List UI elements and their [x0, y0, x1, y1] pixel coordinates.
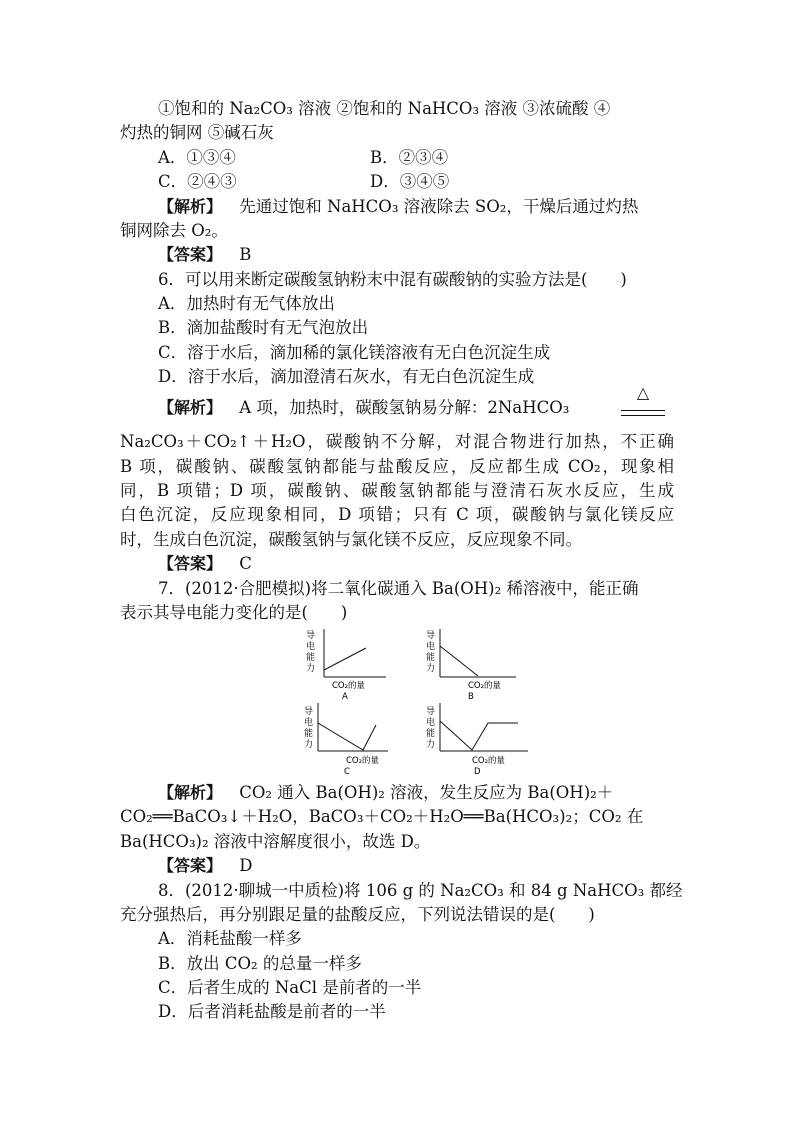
- q8-choice-d: D．后者消耗盐酸是前者的一半: [158, 1002, 386, 1021]
- q8-choice-a: A．消耗盐酸一样多: [158, 929, 302, 948]
- graph-caption: D: [474, 767, 481, 777]
- q7-stem-line1: 7．(2012·合肥模拟)将二氧化碳通入 Ba(OH)₂ 稀溶液中，能正确: [158, 579, 639, 598]
- q7-analysis-line2: CO₂══BaCO₃↓＋H₂O，BaCO₃＋CO₂＋H₂O══Ba(HCO₃)₂；CO₂ 在: [120, 807, 644, 826]
- analysis-label: 【解析】: [158, 197, 223, 216]
- equal-line-top: [621, 410, 665, 411]
- q5-analysis: [158, 196, 638, 218]
- graph-ylabel: 电: [426, 642, 436, 652]
- answer-label: 【答案】: [158, 245, 223, 264]
- graph-curve: [440, 646, 478, 676]
- q7-analysis: [158, 782, 613, 804]
- answer-value: C: [239, 554, 252, 573]
- heat-symbol: △: [636, 383, 650, 402]
- q6-choice-c: C．溶于水后，滴加稀的氯化镁溶液有无白色沉淀生成: [158, 343, 551, 362]
- q6-analysis-line: B 项，碳酸钠、碳酸氢钠都能与盐酸反应，反应都生成 CO₂，现象相: [120, 457, 674, 476]
- graph-ylabel: 力: [306, 664, 316, 674]
- q7-answer: [158, 855, 253, 877]
- graph-curve: [440, 721, 518, 750]
- q5-choice-b: B．②③④: [370, 148, 449, 167]
- graph-ylabel: 电: [304, 718, 314, 728]
- q5-answer: [158, 244, 251, 266]
- graph-b: [420, 627, 530, 701]
- q5-options-line2: 灼热的铜网 ⑤碱石灰: [120, 123, 274, 142]
- graph-curve: [318, 723, 376, 750]
- graph-ylabel: 电: [306, 642, 316, 652]
- graph-ylabel: 导: [426, 631, 436, 641]
- q8-choice-c: C．后者生成的 NaCl 是前者的一半: [158, 978, 422, 997]
- graph-xlabel: CO₂的量: [468, 681, 502, 691]
- graph-ylabel: 能: [426, 653, 436, 663]
- q6-choice-b: B．滴加盐酸时有无气泡放出: [158, 318, 369, 337]
- q5-analysis-line2: 铜网除去 O₂。: [120, 221, 228, 240]
- graph-a: [298, 627, 408, 701]
- answer-label: 【答案】: [158, 554, 223, 573]
- graph-d: [420, 701, 532, 777]
- graph-curve: [324, 648, 366, 670]
- graph-ylabel: 能: [306, 653, 316, 663]
- graph-ylabel: 导: [426, 707, 436, 717]
- answer-label: 【答案】: [158, 856, 223, 875]
- q5-choice-d: D．③④⑤: [370, 172, 450, 191]
- q6-choice-a: A．加热时有无气体放出: [158, 294, 335, 313]
- q7-stem-line2: 表示其导电能力变化的是( ): [120, 603, 348, 622]
- q6-analysis-line: 时，生成白色沉淀，碳酸氢钠与氯化镁不反应，反应现象不同。: [120, 530, 582, 549]
- answer-value: D: [239, 856, 253, 875]
- graph-xlabel: CO₂的量: [346, 756, 380, 766]
- q5-choice-a: A．①③④: [158, 148, 236, 167]
- analysis-label: 【解析】: [158, 398, 223, 417]
- heat-equal-sign: [618, 384, 668, 428]
- graph-ylabel: 导: [304, 707, 314, 717]
- q5-analysis-text: 先通过饱和 NaHCO₃ 溶液除去 SO₂，干燥后通过灼热: [239, 197, 639, 216]
- q6-choice-d: D．溶于水后，滴加澄清石灰水，有无白色沉淀生成: [158, 367, 535, 386]
- q5-choice-c: C．②④③: [158, 172, 237, 191]
- graph-ylabel: 力: [426, 740, 436, 750]
- q6-answer: [158, 553, 252, 575]
- q8-stem-line2: 充分强热后，再分别跟足量的盐酸反应，下列说法错误的是( ): [120, 905, 595, 924]
- graph-ylabel: 电: [426, 718, 436, 728]
- q7-analysis-text: CO₂ 通入 Ba(OH)₂ 溶液，发生反应为 Ba(OH)₂＋: [239, 783, 614, 802]
- graph-ylabel: 导: [306, 631, 316, 641]
- graph-ylabel: 能: [426, 729, 436, 739]
- equal-line-bottom: [621, 415, 665, 416]
- graph-caption: B: [468, 692, 474, 701]
- q5-options-line1: ①饱和的 Na₂CO₃ 溶液 ②饱和的 NaHCO₃ 溶液 ③浓硫酸 ④: [158, 99, 611, 118]
- q7-analysis-line3: Ba(HCO₃)₂ 溶液中溶解度很小，故选 D。: [120, 832, 431, 851]
- answer-value: B: [239, 245, 252, 264]
- graph-xlabel: CO₂的量: [472, 756, 506, 766]
- q6-analysis-line: 白色沉淀，反应现象相同，D 项错；只有 C 项，碳酸钠与氯化镁反应: [120, 505, 674, 524]
- graph-xlabel: CO₂的量: [332, 681, 366, 691]
- graph-c: [298, 701, 408, 777]
- q6-analysis-line: 同，B 项错；D 项，碳酸钠、碳酸氢钠都能与澄清石灰水反应，生成: [120, 481, 674, 500]
- q6-analysis-line: Na₂CO₃＋CO₂↑＋H₂O，碳酸钠不分解，对混合物进行加热，不正确: [120, 432, 674, 451]
- analysis-label: 【解析】: [158, 783, 223, 802]
- graph-ylabel: 力: [426, 664, 436, 674]
- q6-stem: 6．可以用来断定碳酸氢钠粉末中混有碳酸钠的实验方法是( ): [158, 270, 627, 289]
- q8-choice-b: B．放出 CO₂ 的总量一样多: [158, 954, 362, 973]
- q6-analysis-first: A 项，加热时，碳酸氢钠易分解：2NaHCO₃: [239, 398, 570, 417]
- q8-stem-line1: 8．(2012·聊城一中质检)将 106 g 的 Na₂CO₃ 和 84 g NaHCO₃ 都经: [158, 881, 683, 900]
- graph-caption: C: [344, 767, 350, 777]
- graph-ylabel: 能: [304, 729, 314, 739]
- graph-ylabel: 力: [304, 740, 314, 750]
- graph-caption: A: [342, 692, 348, 701]
- q6-analysis: [158, 397, 569, 419]
